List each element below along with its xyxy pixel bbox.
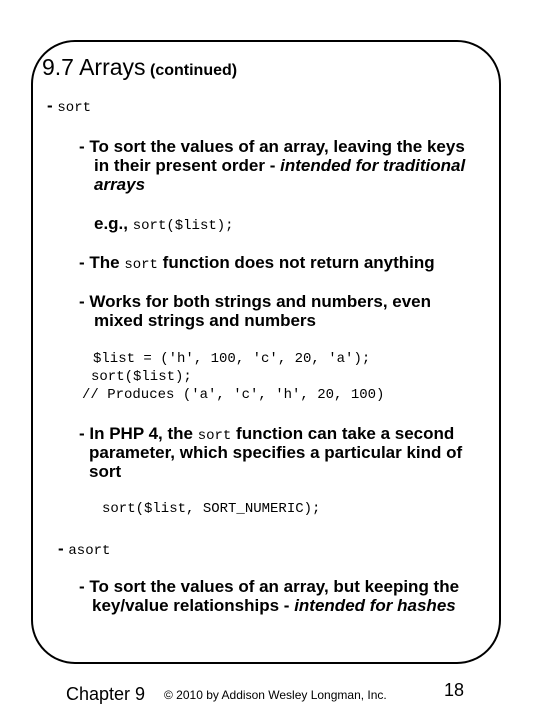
sort-works-line2: mixed strings and numbers <box>94 311 316 330</box>
sort-desc-line3: arrays <box>94 175 146 194</box>
sort-php4-code: sort <box>197 428 232 444</box>
sort-php4-line2: parameter, which specifies a particular kind of <box>89 443 463 462</box>
sort-example <box>94 214 234 236</box>
asort-heading-name: asort <box>68 543 111 559</box>
code-line-2: sort($list); <box>91 369 192 385</box>
sort-php4-after: function can take a second <box>231 424 455 443</box>
asort-desc-line1: - To sort the values of an array, but keeping the <box>79 577 460 596</box>
sort-numeric-code: sort($list, SORT_NUMERIC); <box>102 501 321 517</box>
asort-heading <box>58 539 110 561</box>
footer-page-number: 18 <box>444 680 465 700</box>
sort-example-label: e.g., <box>94 214 133 233</box>
footer-copyright: © 2010 by Addison Wesley Longman, Inc. <box>164 688 387 702</box>
sort-php4-line3: sort <box>89 462 122 481</box>
sort-heading <box>47 96 91 118</box>
sort-works-line1: - Works for both strings and numbers, even <box>79 292 432 311</box>
sort-desc-line2 <box>94 156 465 175</box>
sort-heading-dash: - <box>47 96 58 115</box>
sort-noreturn-before: - The <box>79 253 125 272</box>
footer-chapter: Chapter 9 <box>66 684 146 704</box>
slide-title <box>42 54 237 81</box>
sort-noreturn-code: sort <box>124 257 158 273</box>
sort-desc-line2-plain: in their present order - <box>94 156 281 175</box>
code-line-3: // Produces ('a', 'c', 'h', 20, 100) <box>82 387 385 403</box>
slide-title-main: 9.7 Arrays <box>42 54 146 80</box>
sort-noreturn-after: function does not return anything <box>157 253 435 272</box>
sort-php4-before: - In PHP 4, the <box>79 424 198 443</box>
slide-title-sub: (continued) <box>150 62 238 79</box>
code-line-1: $list = ('h', 100, 'c', 20, 'a'); <box>93 351 371 367</box>
sort-example-code: sort($list); <box>132 218 234 234</box>
sort-desc-line1: - To sort the values of an array, leaving the keys <box>79 137 465 156</box>
sort-desc-line2-italic: intended for traditional <box>280 156 466 175</box>
asort-desc-line2-italic: intended for hashes <box>294 596 456 615</box>
asort-heading-dash: - <box>58 539 69 558</box>
asort-desc-line2-plain: key/value relationships - <box>92 596 295 615</box>
sort-noreturn-line <box>79 253 435 275</box>
sort-heading-name: sort <box>57 100 91 116</box>
asort-desc-line2 <box>92 596 456 615</box>
